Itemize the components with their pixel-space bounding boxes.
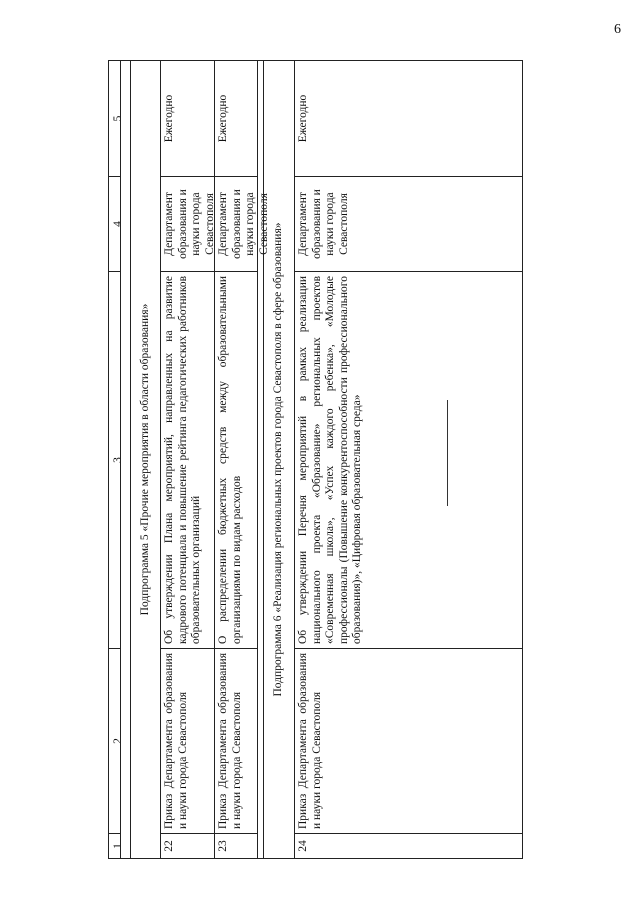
row-24-number: 24 xyxy=(294,834,523,859)
header-gap-row xyxy=(120,60,130,859)
section-heading-6: Подпрограмма 6 «Реализация региональных проектов города Севастополя в сфере образования» xyxy=(263,60,294,859)
row-22-document: Приказ Департамента образования и науки города Севастополя xyxy=(160,649,214,834)
header-cell-4: 4 xyxy=(108,177,120,272)
row-24-document: Приказ Департамента образования и науки города Севастополя xyxy=(294,649,523,834)
row-23-executor: Департамент образования и науки города Севастополя xyxy=(214,177,257,272)
row-24-period: Ежегодно xyxy=(294,60,523,177)
row-24-executor: Департамент образования и науки города Севастополя xyxy=(294,177,523,272)
row-22-executor: Департамент образования и науки города Севастополя xyxy=(160,177,214,272)
section-heading-5: Подпрограмма 5 «Прочие мероприятия в области образования» xyxy=(130,60,160,859)
row-22-number: 22 xyxy=(160,834,214,859)
row-22-subject: Об утверждении Плана мероприятий, направленных на развитие кадрового потенциала и повышение рейтинга педагогических работников образовательных организаций xyxy=(160,272,214,649)
header-cell-1: 1 xyxy=(108,834,120,859)
row-24-subject: Об утверждении Перечня мероприятий в рамках реализации национального проекта «Образование» региональных проектов «Современная школа», «Успех каждого ребенка», «Молодые профессионалы (Повышение конкурентоспособности профессионального образования)», «Цифровая образовательная среда» xyxy=(294,272,523,649)
rotated-table xyxy=(108,60,523,859)
page-number: 6 xyxy=(614,22,621,37)
row-23-period: Ежегодно xyxy=(214,60,257,177)
row-22-period: Ежегодно xyxy=(160,60,214,177)
header-cell-2: 2 xyxy=(108,649,120,834)
row-23-document: Приказ Департамента образования и науки города Севастополя xyxy=(214,649,257,834)
header-cell-5: 5 xyxy=(108,60,120,177)
end-divider-line xyxy=(447,400,448,506)
header-cell-3: 3 xyxy=(108,272,120,649)
row-23-subject: О распределении бюджетных средств между образовательными организациями по видам расходов xyxy=(214,272,257,649)
row-23-number: 23 xyxy=(214,834,257,859)
